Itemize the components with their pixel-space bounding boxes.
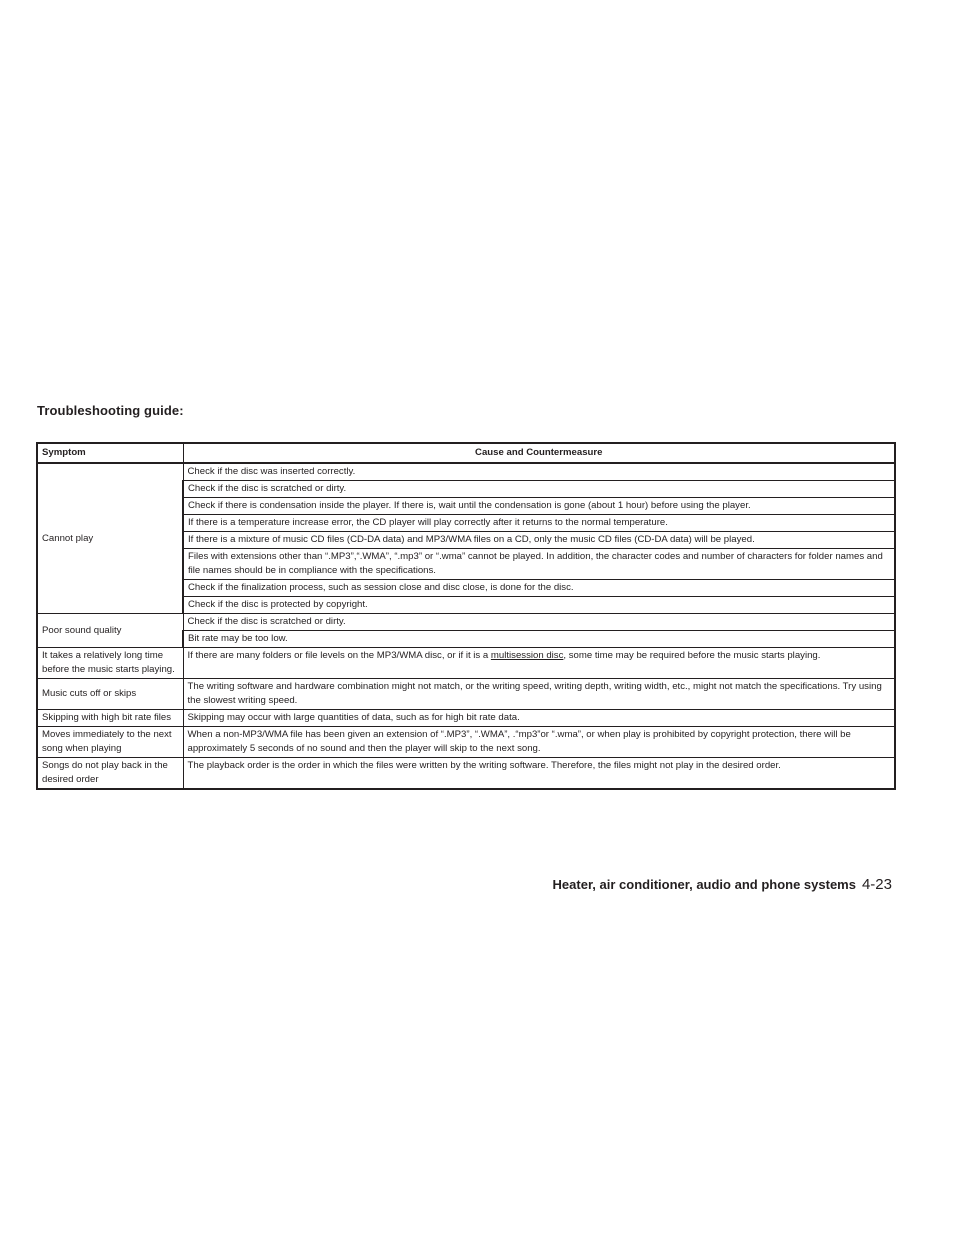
cause-column-header: Cause and Countermeasure bbox=[183, 443, 895, 463]
symptom-cell: Skipping with high bit rate files bbox=[37, 710, 183, 727]
symptom-column-header: Symptom bbox=[37, 443, 183, 463]
cause-cell: If there is a mixture of music CD files (CD-DA data) and MP3/WMA files on a CD, only the music CD files (CD-DA data) will be played. bbox=[183, 532, 895, 549]
symptom-cell: Music cuts off or skips bbox=[37, 679, 183, 710]
symptom-cell: Songs do not play back in the desired order bbox=[37, 758, 183, 790]
table-row bbox=[37, 648, 895, 679]
cause-cell: Files with extensions other than “.MP3”,“.WMA”, “.mp3” or “.wma” cannot be played. In addition, the character codes and number of characters for folder names and file names should be in compliance with the specifications. bbox=[183, 549, 895, 580]
cause-cell: Check if the disc is scratched or dirty. bbox=[183, 614, 895, 631]
symptom-cell: Cannot play bbox=[37, 463, 183, 614]
cause-cell: Check if the finalization process, such as session close and disc close, is done for the disc. bbox=[183, 580, 895, 597]
table-header-row bbox=[37, 443, 895, 463]
section-heading: Troubleshooting guide: bbox=[37, 403, 184, 418]
table-row bbox=[37, 710, 895, 727]
table-row bbox=[37, 758, 895, 790]
table-row bbox=[37, 727, 895, 758]
cause-cell: If there is a temperature increase error, the CD player will play correctly after it returns to the normal temperature. bbox=[183, 515, 895, 532]
page-footer bbox=[553, 876, 892, 893]
multisession-disc-term: multisession disc bbox=[490, 650, 564, 661]
symptom-cell: Poor sound quality bbox=[37, 614, 183, 648]
cause-cell: Check if there is condensation inside the player. If there is, wait until the condensation is gone (about 1 hour) before using the player. bbox=[183, 498, 895, 515]
table-row bbox=[37, 463, 895, 481]
cause-cell: Bit rate may be too low. bbox=[183, 631, 895, 648]
cause-cell: Check if the disc is protected by copyright. bbox=[183, 597, 895, 614]
cause-cell bbox=[183, 648, 895, 679]
cause-cell: Check if the disc is scratched or dirty. bbox=[183, 481, 895, 498]
cause-cell: The writing software and hardware combination might not match, or the writing speed, writing depth, writing width, etc., might not match the specifications. Try using the slowest writing speed. bbox=[183, 679, 895, 710]
cause-text: If there are many folders or file levels on the MP3/WMA disc, or if it is a bbox=[187, 650, 491, 661]
symptom-cell: It takes a relatively long time before the music starts playing. bbox=[37, 648, 183, 679]
symptom-cell: Moves immediately to the next song when playing bbox=[37, 727, 183, 758]
table-row bbox=[37, 614, 895, 631]
table-row bbox=[37, 679, 895, 710]
cause-cell: When a non-MP3/WMA file has been given an extension of “.MP3”, “.WMA”, .“mp3”or “.wma”, or when play is prohibited by copyright protection, there will be approximately 5 seconds of no sound and then the player will skip to the next song. bbox=[183, 727, 895, 758]
footer-section-title: Heater, air conditioner, audio and phone systems bbox=[552, 877, 856, 892]
cause-cell: The playback order is the order in which the files were written by the writing software. Therefore, the files might not play in the desired order. bbox=[183, 758, 895, 790]
cause-cell: Skipping may occur with large quantities of data, such as for high bit rate data. bbox=[183, 710, 895, 727]
cause-cell: Check if the disc was inserted correctly. bbox=[183, 463, 895, 481]
troubleshooting-table bbox=[36, 442, 896, 790]
page-number: 4-23 bbox=[861, 876, 892, 893]
cause-text: , some time may be required before the music starts playing. bbox=[563, 650, 821, 661]
